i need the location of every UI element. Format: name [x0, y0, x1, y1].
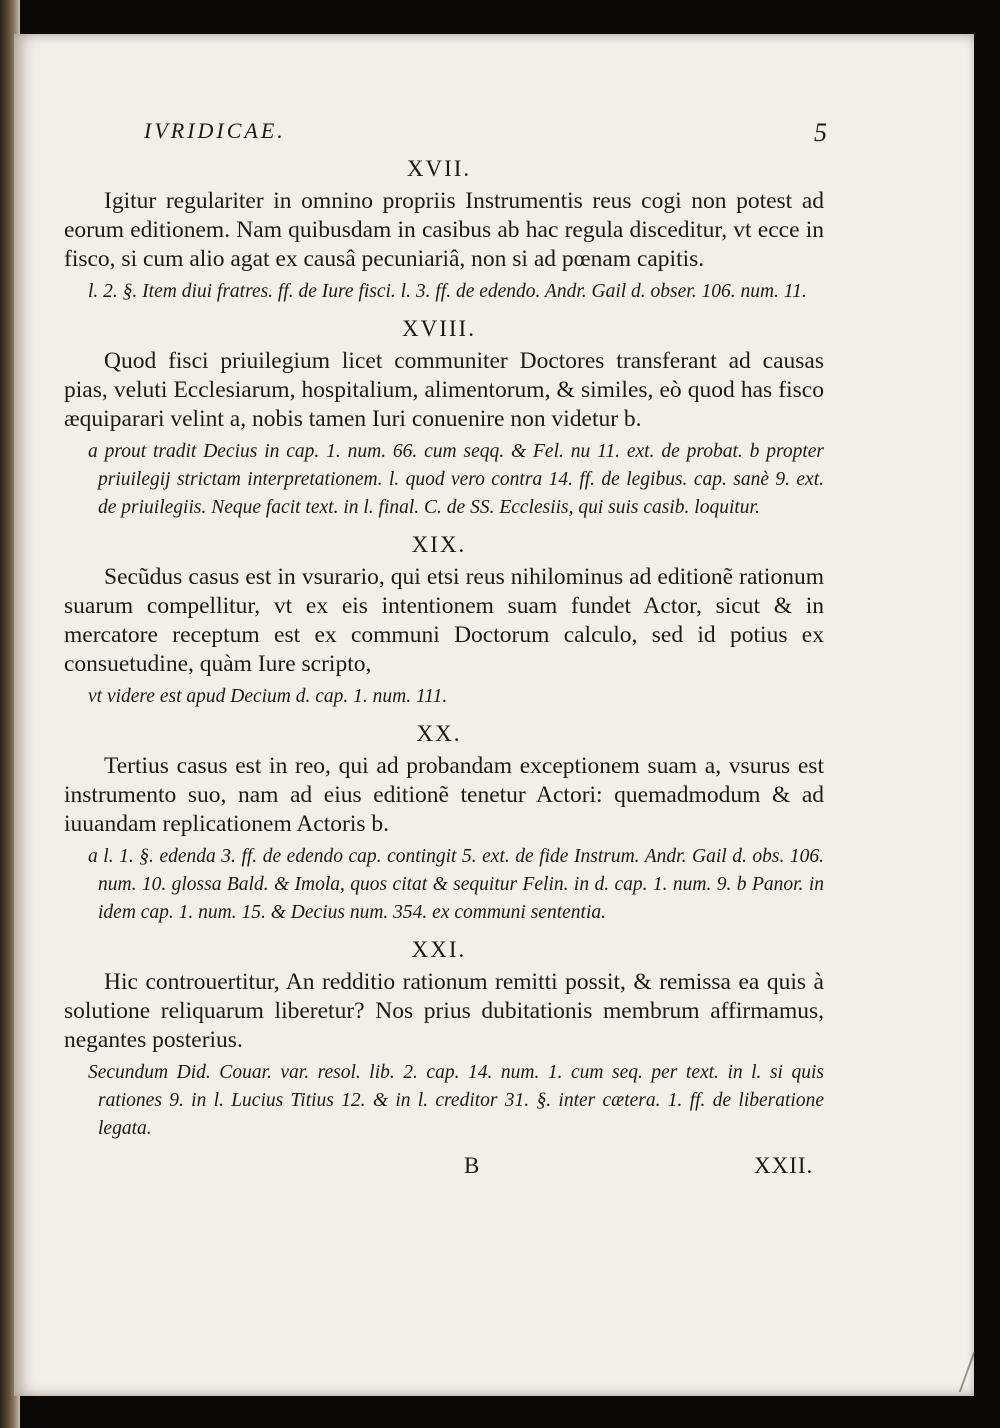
page-corner-fold	[929, 1352, 976, 1392]
section-xviii	[54, 314, 824, 522]
section-numeral: XX.	[416, 721, 462, 746]
section-xxi	[54, 935, 824, 1143]
section-numeral: XVIII.	[402, 316, 476, 341]
section-numeral: XVII.	[406, 156, 472, 181]
page-number: 5	[814, 118, 827, 147]
section-xvii	[54, 154, 824, 306]
section-text: Secũdus casus est in vsurario, qui etsi reus nihilominus ad editionẽ rationum suarum compellitur, vt ex eis intentionem suam fundet Actor, sicut & in mercatore receptum est ex communi Doctorum calculo, sed id potius ex consuetudine, quàm Iure scripto,	[64, 564, 824, 677]
page-content	[54, 114, 827, 1193]
section-note: vt videre est apud Decium d. cap. 1. num. 111.	[88, 686, 448, 707]
catchword: XXII.	[754, 1153, 814, 1178]
section-note: a prout tradit Decius in cap. 1. num. 66. cum seqq. & Fel. nu 11. ext. de probat. b propter priuilegij strictam interpretationem. l. quod vero contra 14. ff. de legibus. cap. sanè 9. ext. de priuilegiis. Neque facit text. in l. final. C. de SS. Ecclesiis, qui suis casib. loquitur.	[88, 441, 824, 518]
page-footer	[54, 1153, 824, 1193]
section-text: Quod fisci priuilegium licet communiter Doctores transferant ad causas pias, veluti Ecclesiarum, hospitalium, alimentorum, & similes, eò quod has fisco æquiparari velint a, nobis tamen Iuri conuenire non videtur b.	[64, 348, 824, 432]
section-note: a l. 1. §. edenda 3. ff. de edendo cap. contingit 5. ext. de fide Instrum. Andr. Gail d. obs. 106. num. 10. glossa Bald. & Imola, quos citat & sequitur Felin. in d. cap. 1. num. 9. b Panor. in idem cap. 1. num. 15. & Decius num. 354. ex communi sententia.	[88, 846, 824, 923]
section-text: Hic controuertitur, An redditio rationum remitti possit, & remissa ea quis à solutione reliquarum liberetur? Nos prius dubitationis membrum affirmamus, negantes posterius.	[64, 969, 824, 1053]
section-note: Secundum Did. Couar. var. resol. lib. 2. cap. 14. num. 1. cum seq. per text. in l. si quis rationes 9. in l. Lucius Titius 12. & in l. creditor 31. §. inter cætera. 1. ff. de liberatione legata.	[88, 1062, 824, 1139]
running-title: IVRIDICAE.	[144, 118, 286, 143]
signature-mark: B	[464, 1153, 480, 1178]
section-note: l. 2. §. Item diui fratres. ff. de Iure fisci. l. 3. ff. de edendo. Andr. Gail d. obser. 106. num. 11.	[88, 281, 807, 302]
section-xix	[54, 530, 824, 711]
section-text: Igitur regulariter in omnino propriis Instrumentis reus cogi non potest ad eorum editionem. Nam quibusdam in casibus ab hac regula disceditur, vt ecce in fisco, si cum alio agat ex causâ pecuniariâ, non si ad pœnam capitis.	[64, 188, 824, 272]
section-text: Tertius casus est in reo, qui ad probandam exceptionem suam a, vsurus est instrumento suo, nam ad eius editionẽ tenetur Actori: quemadmodum & ad iuuandam replicationem Actoris b.	[64, 753, 824, 837]
page-header	[64, 114, 827, 152]
section-xx	[54, 719, 824, 927]
section-numeral: XXI.	[411, 937, 467, 962]
book-page	[14, 34, 974, 1396]
section-numeral: XIX.	[411, 532, 467, 557]
